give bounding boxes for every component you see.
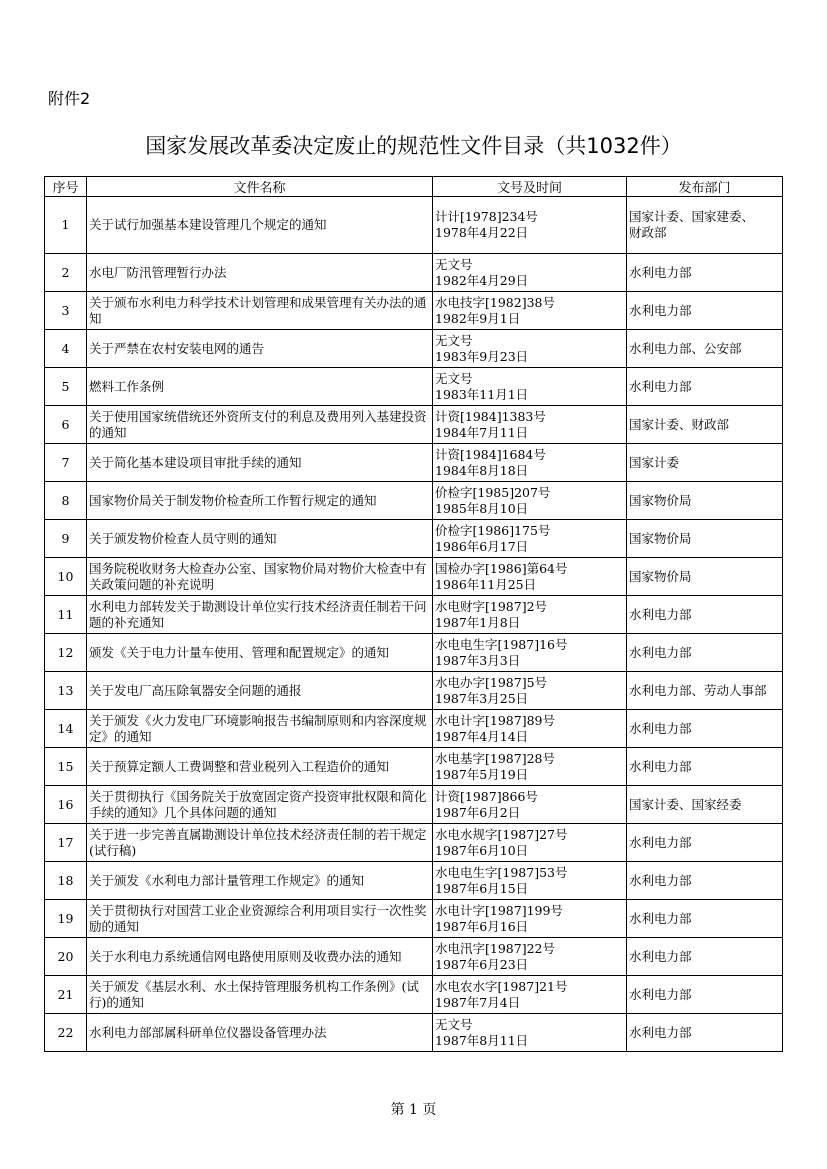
- row-date: 1986年11月25日: [435, 576, 537, 592]
- row-file-name: 关于发电厂高压除氧器安全问题的通报: [87, 672, 433, 710]
- row-doc-number-date: [433, 197, 627, 254]
- row-doc-number-date: [433, 596, 627, 634]
- row-doc-number: 无文号: [435, 370, 473, 386]
- row-seq: 3: [45, 292, 87, 330]
- row-seq: 1: [45, 197, 87, 254]
- row-doc-number: 国检办字[1986]第64号: [435, 560, 568, 576]
- row-date: 1987年1月8日: [435, 614, 521, 630]
- row-seq: 2: [45, 254, 87, 292]
- row-seq: 13: [45, 672, 87, 710]
- table-row: [45, 900, 783, 938]
- row-doc-number: 水电办字[1987]5号: [435, 674, 548, 690]
- row-file-name: 关于使用国家统借统还外资所支付的利息及费用列入基建投资的通知: [87, 406, 433, 444]
- table-row: [45, 406, 783, 444]
- row-seq: 16: [45, 786, 87, 824]
- row-doc-number-date: [433, 254, 627, 292]
- row-file-name: 水电厂防汛管理暂行办法: [87, 254, 433, 292]
- document-table: [44, 176, 783, 1052]
- column-header-seq: 序号: [45, 177, 87, 197]
- row-department: 水利电力部: [627, 748, 783, 786]
- document-title: 国家发展改革委决定废止的规范性文件目录（共1032件）: [145, 134, 682, 158]
- row-date: 1987年8月11日: [435, 1032, 529, 1048]
- row-doc-number-date: [433, 786, 627, 824]
- row-doc-number: 水电汛字[1987]22号: [435, 940, 555, 956]
- row-file-name: 水利电力部转发关于勘测设计单位实行技术经济责任制若干问题的补充通知: [87, 596, 433, 634]
- table-row: [45, 976, 783, 1014]
- row-seq: 7: [45, 444, 87, 482]
- row-doc-number-date: [433, 482, 627, 520]
- row-doc-number-date: [433, 406, 627, 444]
- table-row: [45, 197, 783, 254]
- row-doc-number-date: [433, 862, 627, 900]
- row-seq: 20: [45, 938, 87, 976]
- row-department: 国家计委、国家经委: [627, 786, 783, 824]
- row-date: 1987年4月14日: [435, 728, 529, 744]
- row-date: 1987年6月15日: [435, 880, 529, 896]
- row-date: 1983年9月23日: [435, 348, 529, 364]
- row-file-name: 国务院税收财务大检查办公室、国家物价局对物价大检查中有关政策问题的补充说明: [87, 558, 433, 596]
- table-row: [45, 368, 783, 406]
- row-doc-number: 水电计字[1987]89号: [435, 712, 555, 728]
- row-date: 1987年3月3日: [435, 652, 521, 668]
- table-row: [45, 672, 783, 710]
- row-seq: 9: [45, 520, 87, 558]
- row-date: 1982年4月29日: [435, 272, 529, 288]
- row-file-name: 燃料工作条例: [87, 368, 433, 406]
- row-file-name: 颁发《关于电力计量车使用、管理和配置规定》的通知: [87, 634, 433, 672]
- row-doc-number-date: [433, 900, 627, 938]
- row-seq: 5: [45, 368, 87, 406]
- table-header-row: [45, 177, 783, 197]
- row-seq: 12: [45, 634, 87, 672]
- row-date: 1987年6月2日: [435, 804, 521, 820]
- row-doc-number: 计资[1984]1383号: [435, 408, 546, 424]
- table-row: [45, 748, 783, 786]
- row-file-name: 关于水利电力系统通信网电路使用原则及收费办法的通知: [87, 938, 433, 976]
- table-row: [45, 862, 783, 900]
- column-header-name: 文件名称: [87, 177, 433, 197]
- table-row: [45, 1014, 783, 1052]
- row-date: 1986年6月17日: [435, 538, 529, 554]
- table-row: [45, 520, 783, 558]
- row-department: 国家计委: [627, 444, 783, 482]
- row-date: 1987年3月25日: [435, 690, 529, 706]
- row-date: 1987年7月4日: [435, 994, 521, 1010]
- row-department: 水利电力部: [627, 1014, 783, 1052]
- row-date: 1987年5月19日: [435, 766, 529, 782]
- row-date: 1987年6月10日: [435, 842, 529, 858]
- row-doc-number-date: [433, 444, 627, 482]
- row-file-name: 关于颁发《火力发电厂环境影响报告书编制原则和内容深度规定》的通知: [87, 710, 433, 748]
- row-doc-number-date: [433, 520, 627, 558]
- row-doc-number: 计资[1987]866号: [435, 788, 538, 804]
- row-seq: 14: [45, 710, 87, 748]
- row-seq: 21: [45, 976, 87, 1014]
- row-department: 国家计委、国家建委、 财政部: [627, 197, 783, 254]
- row-doc-number-date: [433, 558, 627, 596]
- table-body: [45, 197, 783, 1052]
- row-department: 水利电力部: [627, 900, 783, 938]
- row-doc-number: 计资[1984]1684号: [435, 446, 546, 462]
- row-seq: 10: [45, 558, 87, 596]
- row-seq: 18: [45, 862, 87, 900]
- row-doc-number-date: [433, 1014, 627, 1052]
- row-department: 水利电力部: [627, 710, 783, 748]
- row-department: 水利电力部: [627, 938, 783, 976]
- row-doc-number: 无文号: [435, 1016, 473, 1032]
- row-doc-number: 价检字[1985]207号: [435, 484, 551, 500]
- row-seq: 22: [45, 1014, 87, 1052]
- table-row: [45, 254, 783, 292]
- row-file-name: 关于试行加强基本建设管理几个规定的通知: [87, 197, 433, 254]
- row-file-name: 关于进一步完善直属勘测设计单位技术经济责任制的若干规定(试行稿): [87, 824, 433, 862]
- row-file-name: 关于预算定额人工费调整和营业税列入工程造价的通知: [87, 748, 433, 786]
- table-row: [45, 444, 783, 482]
- row-department: 水利电力部: [627, 824, 783, 862]
- row-doc-number-date: [433, 634, 627, 672]
- row-doc-number-date: [433, 710, 627, 748]
- row-seq: 4: [45, 330, 87, 368]
- row-date: 1984年7月11日: [435, 424, 529, 440]
- row-doc-number: 水电技字[1982]38号: [435, 294, 555, 310]
- row-file-name: 关于颁发《基层水利、水土保持管理服务机构工作条例》(试行)的通知: [87, 976, 433, 1014]
- row-doc-number: 水电计字[1987]199号: [435, 902, 563, 918]
- row-doc-number: 无文号: [435, 332, 473, 348]
- row-file-name: 关于贯彻执行《国务院关于放宽固定资产投资审批权限和简化手续的通知》几个具体问题的通知: [87, 786, 433, 824]
- row-doc-number-date: [433, 368, 627, 406]
- row-doc-number: 无文号: [435, 256, 473, 272]
- row-doc-number-date: [433, 938, 627, 976]
- row-file-name: 关于颁发《水利电力部计量管理工作规定》的通知: [87, 862, 433, 900]
- row-date: 1978年4月22日: [435, 225, 529, 240]
- row-department: 国家物价局: [627, 558, 783, 596]
- row-doc-number: 计计[1978]234号: [435, 209, 538, 224]
- row-department: 国家物价局: [627, 520, 783, 558]
- row-department: 水利电力部: [627, 292, 783, 330]
- row-department: 水利电力部: [627, 976, 783, 1014]
- row-seq: 15: [45, 748, 87, 786]
- row-doc-number: 水电水规字[1987]27号: [435, 826, 568, 842]
- row-doc-number-date: [433, 330, 627, 368]
- row-department: 水利电力部: [627, 862, 783, 900]
- row-seq: 17: [45, 824, 87, 862]
- row-doc-number-date: [433, 748, 627, 786]
- row-date: 1983年11月1日: [435, 386, 529, 402]
- row-file-name: 国家物价局关于制发物价检查所工作暂行规定的通知: [87, 482, 433, 520]
- row-department: 国家计委、财政部: [627, 406, 783, 444]
- row-date: 1982年9月1日: [435, 310, 521, 326]
- row-doc-number: 水电电生字[1987]16号: [435, 636, 568, 652]
- row-seq: 19: [45, 900, 87, 938]
- row-department: 国家物价局: [627, 482, 783, 520]
- row-department: 水利电力部: [627, 634, 783, 672]
- row-doc-number-date: [433, 976, 627, 1014]
- row-doc-number: 水电财字[1987]2号: [435, 598, 548, 614]
- table-row: [45, 938, 783, 976]
- row-doc-number-date: [433, 672, 627, 710]
- row-file-name: 关于严禁在农村安装电网的通告: [87, 330, 433, 368]
- row-seq: 11: [45, 596, 87, 634]
- row-seq: 6: [45, 406, 87, 444]
- table-row: [45, 596, 783, 634]
- row-department: 水利电力部: [627, 596, 783, 634]
- table-row: [45, 292, 783, 330]
- row-date: 1984年8月18日: [435, 462, 529, 478]
- row-file-name: 关于颁发物价检查人员守则的通知: [87, 520, 433, 558]
- row-doc-number-date: [433, 824, 627, 862]
- row-department: 水利电力部、劳动人事部: [627, 672, 783, 710]
- table-row: [45, 634, 783, 672]
- row-file-name: 关于颁布水利电力科学技术计划管理和成果管理有关办法的通知: [87, 292, 433, 330]
- row-doc-number: 水电基字[1987]28号: [435, 750, 555, 766]
- table-row: [45, 558, 783, 596]
- page-footer: 第 1 页: [390, 1102, 437, 1118]
- row-department: 水利电力部: [627, 368, 783, 406]
- row-date: 1985年8月10日: [435, 500, 529, 516]
- row-file-name: 水利电力部部属科研单位仪器设备管理办法: [87, 1014, 433, 1052]
- table-row: [45, 786, 783, 824]
- row-file-name: 关于贯彻执行对国营工业企业资源综合利用项目实行一次性奖励的通知: [87, 900, 433, 938]
- row-department: 水利电力部、公安部: [627, 330, 783, 368]
- row-doc-number: 水电电生字[1987]53号: [435, 864, 568, 880]
- table-row: [45, 482, 783, 520]
- row-doc-number: 水电农水字[1987]21号: [435, 978, 568, 994]
- attachment-label: 附件2: [48, 89, 91, 108]
- column-header-docno: 文号及时间: [433, 177, 627, 197]
- table-row: [45, 330, 783, 368]
- row-seq: 8: [45, 482, 87, 520]
- row-file-name: 关于简化基本建设项目审批手续的通知: [87, 444, 433, 482]
- table-row: [45, 824, 783, 862]
- column-header-dept: 发布部门: [627, 177, 783, 197]
- row-doc-number: 价检字[1986]175号: [435, 522, 551, 538]
- row-department: 水利电力部: [627, 254, 783, 292]
- row-doc-number-date: [433, 292, 627, 330]
- row-date: 1987年6月23日: [435, 956, 529, 972]
- table-row: [45, 710, 783, 748]
- row-date: 1987年6月16日: [435, 918, 529, 934]
